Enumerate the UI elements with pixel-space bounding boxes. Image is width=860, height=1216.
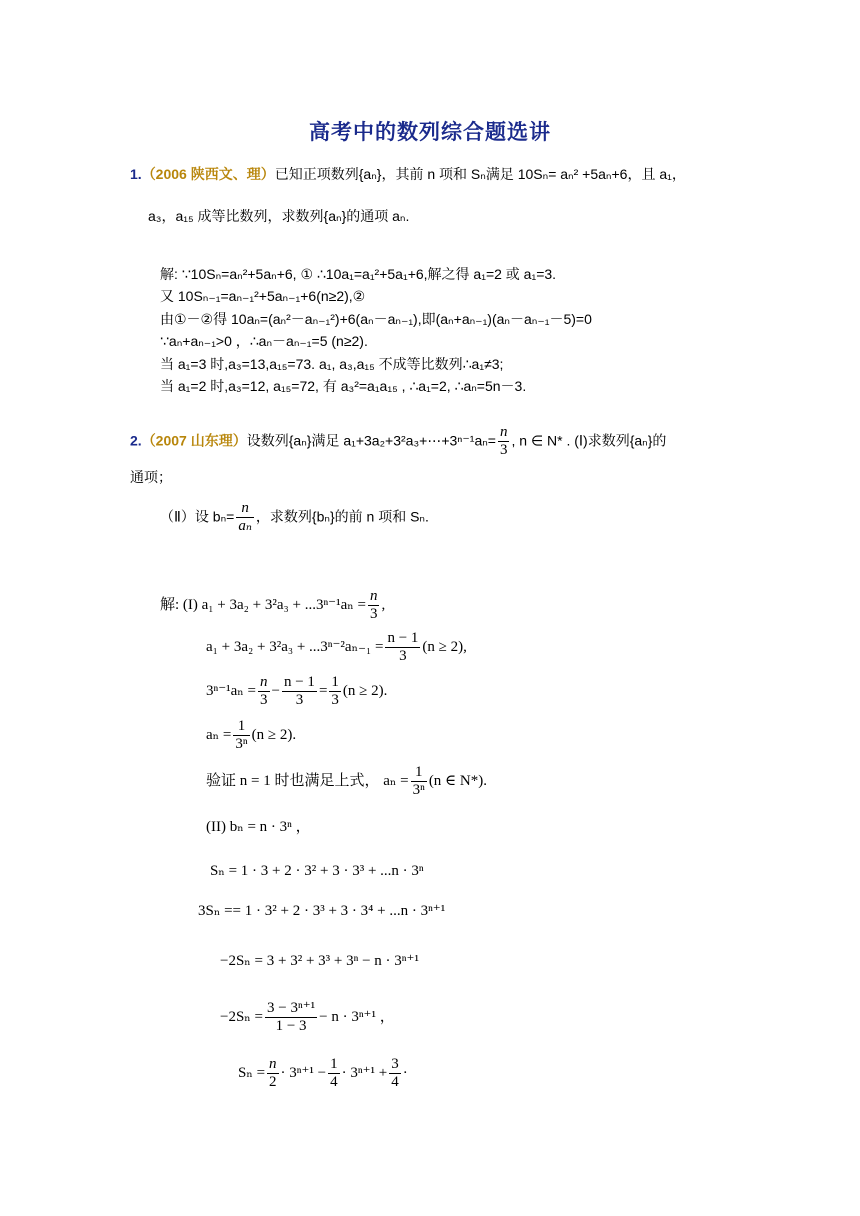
- problem2-statement-text1b: , n ∈ N* . (Ⅰ)求数列{aₙ}的: [511, 432, 667, 449]
- part2-text-b: ，求数列{bₙ}的前 n 项和 Sₙ.: [255, 508, 429, 525]
- fraction-denominator: 3: [260, 692, 268, 709]
- fraction-numerator: n: [236, 500, 254, 518]
- fraction-denominator: 3: [295, 692, 304, 709]
- fraction-numerator: n − 1: [385, 630, 420, 648]
- p2-solution-step6: (II) bₙ = n · 3ⁿ ，: [206, 819, 311, 835]
- problem2-statement-line2: 通项；: [130, 469, 172, 485]
- fraction-numerator: 3: [389, 1056, 401, 1074]
- fraction-numerator: 1: [411, 764, 427, 782]
- p2-solution-step4: [206, 718, 296, 754]
- problem1-source: （2006 陕西文、理）: [141, 166, 275, 182]
- problem2-statement-line1: [130, 424, 666, 460]
- problem2-statement-fraction: [498, 424, 510, 460]
- step-fraction-3: [329, 674, 341, 710]
- p2-solution-step1: [160, 588, 385, 624]
- step-fraction: [265, 1000, 317, 1036]
- problem1-number: 1.: [130, 166, 142, 182]
- step-fraction: [411, 764, 427, 800]
- problem1-solution-line6: 当 a₁=2 时,a₃=12, a₁₅=72, 有 a₃²=a₁a₁₅ , ∴a₁=2, ∴aₙ=5n－3.: [160, 378, 527, 394]
- fraction-denominator: 3ⁿ: [412, 782, 425, 799]
- step-fraction-3: [389, 1056, 401, 1092]
- step-text-end: (n ≥ 2),: [422, 639, 467, 656]
- step-operator: −: [271, 683, 280, 700]
- part2-fraction: [236, 500, 254, 536]
- fraction-denominator: 3: [331, 692, 339, 709]
- page-title: 高考中的数列综合题选讲: [309, 120, 551, 144]
- step-text-end: ·: [402, 1065, 408, 1082]
- step-text-end: (n ∈ N*).: [428, 773, 487, 790]
- step-text: a₁ + 3a₂ + 3²a₃ + ...3ⁿ⁻²aₙ₋₁ =: [206, 639, 384, 656]
- step-text-mid: · 3ⁿ⁺¹ −: [280, 1065, 327, 1082]
- p2-solution-step10: [220, 1000, 395, 1036]
- problem1-statement-line1: [130, 166, 686, 183]
- step-fraction-1: [267, 1056, 279, 1092]
- step-fraction-1: [258, 674, 270, 710]
- problem2-number: 2.: [130, 432, 142, 449]
- fraction-denominator: 1 − 3: [275, 1018, 307, 1035]
- fraction-numerator: 1: [329, 674, 341, 692]
- p2-solution-step8: 3Sₙ == 1 · 3² + 2 · 3³ + 3 · 3⁴ + ...n · 3ⁿ⁺¹: [198, 903, 446, 919]
- step-text-end: − n · 3ⁿ⁺¹ ，: [319, 1009, 395, 1026]
- fraction-numerator: n: [368, 588, 380, 606]
- problem1-solution-line5: 当 a₁=3 时,a₃=13,a₁₅=73. a₁, a₃,a₁₅ 不成等比数列∴a₁≠3;: [160, 356, 504, 372]
- fraction-numerator: n − 1: [282, 674, 317, 692]
- fraction-numerator: n: [258, 674, 270, 692]
- step-text-end: (n ≥ 2).: [342, 683, 388, 700]
- p2-solution-step7: Sₙ = 1 · 3 + 2 · 3² + 3 · 3³ + ...n · 3ⁿ: [210, 863, 424, 879]
- p2-solution-step2: [206, 630, 467, 666]
- step-operator: =: [318, 683, 328, 700]
- step-text-end: (n ≥ 2).: [251, 727, 297, 744]
- fraction-denominator: 2: [269, 1074, 277, 1091]
- fraction-denominator: 4: [391, 1074, 399, 1091]
- fraction-numerator: 1: [233, 718, 249, 736]
- part2-text-a: （Ⅱ）设 bₙ=: [160, 508, 235, 525]
- fraction-denominator: 3: [369, 606, 378, 623]
- step-text-end: ,: [381, 597, 386, 614]
- fraction-denominator: aₙ: [238, 518, 252, 535]
- p2-solution-step11: [238, 1056, 408, 1092]
- problem1-statement-text1: 已知正项数列{aₙ}，其前 n 项和 Sₙ满足 10Sₙ= aₙ² +5aₙ+6，且 a₁，: [274, 166, 686, 182]
- fraction-numerator: 3 − 3ⁿ⁺¹: [265, 1000, 317, 1018]
- fraction-numerator: n: [498, 424, 510, 442]
- p2-solution-step9: −2Sₙ = 3 + 3² + 3³ + 3ⁿ − n · 3ⁿ⁺¹: [220, 953, 419, 969]
- problem1-solution-line3: 由①－②得 10aₙ=(aₙ²－aₙ₋₁²)+6(aₙ－aₙ₋₁),即(aₙ+aₙ₋₁)(aₙ－aₙ₋₁－5)=0: [160, 311, 592, 327]
- step-fraction: [368, 588, 380, 624]
- fraction-denominator: 3: [499, 442, 508, 459]
- problem2-part2: [160, 500, 429, 536]
- fraction-numerator: n: [267, 1056, 279, 1074]
- step-fraction: [233, 718, 249, 754]
- step-text: Sₙ =: [238, 1065, 266, 1082]
- p2-solution-step5: [206, 764, 487, 800]
- step-text: aₙ =: [206, 727, 232, 744]
- step-fraction-2: [282, 674, 317, 710]
- step-text: −2Sₙ =: [220, 1009, 264, 1026]
- step-text-mid2: · 3ⁿ⁺¹ +: [341, 1065, 388, 1082]
- problem2-source: （2007 山东理）: [141, 432, 247, 449]
- fraction-numerator: 1: [328, 1056, 340, 1074]
- step-text: 3ⁿ⁻¹aₙ =: [206, 683, 256, 700]
- step-fraction: [385, 630, 420, 666]
- problem1-solution-line4: ∵aₙ+aₙ₋₁>0 ，∴aₙ－aₙ₋₁=5 (n≥2).: [160, 333, 368, 349]
- fraction-denominator: 3ⁿ: [235, 736, 248, 753]
- fraction-denominator: 4: [330, 1074, 338, 1091]
- problem1-solution-line1: 解: ∵10Sₙ=aₙ²+5aₙ+6, ① ∴10a₁=a₁²+5a₁+6,解之得 a₁=2 或 a₁=3.: [160, 266, 557, 282]
- problem2-statement-text1a: 设数列{aₙ}满足 a₁+3a₂+3²a₃+⋯+3ⁿ⁻¹aₙ=: [246, 432, 496, 449]
- step-text: 验证 n = 1 时也满足上式， aₙ =: [206, 773, 409, 790]
- problem1-solution-line2: 又 10Sₙ₋₁=aₙ₋₁²+5aₙ₋₁+6(n≥2),②: [160, 288, 366, 304]
- fraction-denominator: 3: [399, 648, 407, 665]
- problem1-statement-line2: a₃，a₁₅ 成等比数列，求数列{aₙ}的通项 aₙ.: [148, 208, 410, 224]
- step-text: 解: (I) a₁ + 3a₂ + 3²a₃ + ...3ⁿ⁻¹aₙ =: [160, 597, 366, 614]
- p2-solution-step3: [206, 674, 387, 710]
- step-fraction-2: [328, 1056, 340, 1092]
